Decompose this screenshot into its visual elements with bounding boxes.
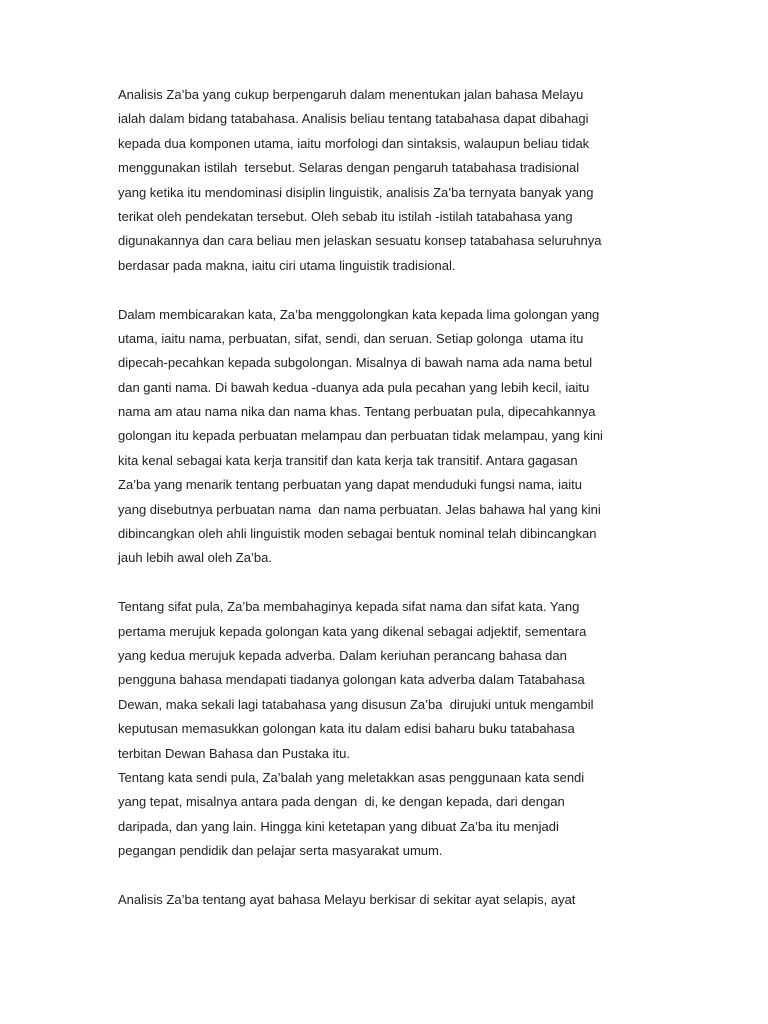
text-line: pengguna bahasa mendapati tiadanya golongan kata adverba dalam Tatabahasa bbox=[118, 672, 585, 688]
text-line: nama am atau nama nika dan nama khas. Tentang perbuatan pula, dipecahkannya bbox=[118, 404, 596, 420]
paragraph-gap bbox=[118, 571, 678, 595]
text-line: keputusan memasukkan golongan kata itu dalam edisi baharu buku tatabahasa bbox=[118, 721, 575, 737]
text-line: jauh lebih awal oleh Za’ba. bbox=[118, 550, 272, 566]
paragraph-4 bbox=[118, 888, 678, 912]
text-line: terbitan Dewan Bahasa dan Pustaka itu. bbox=[118, 745, 350, 761]
text-line: pegangan pendidik dan pelajar serta masyarakat umum. bbox=[118, 843, 443, 859]
text-line: dipecah-pecahkan kepada subgolongan. Misalnya di bawah nama ada nama betul bbox=[118, 355, 593, 371]
text-line: daripada, dan yang lain. Hingga kini ketetapan yang dibuat Za’ba itu menjadi bbox=[118, 818, 559, 834]
text-line: ialah dalam bidang tatabahasa. Analisis beliau tentang tatabahasa dapat dibahagi bbox=[118, 111, 589, 127]
text-line: golongan itu kepada perbuatan melampau dan perbuatan tidak melampau, yang kini bbox=[118, 428, 603, 444]
paragraph-1 bbox=[118, 83, 678, 278]
text-line: Tentang kata sendi pula, Za’balah yang meletakkan asas penggunaan kata sendi bbox=[118, 769, 585, 785]
text-line: yang ketika itu mendominasi disiplin linguistik, analisis Za’ba ternyata banyak yang bbox=[118, 184, 594, 200]
text-line: Dewan, maka sekali lagi tatabahasa yang disusun Za’ba dirujuki untuk mengambil bbox=[118, 696, 594, 712]
text-line: Tentang sifat pula, Za’ba membahaginya kepada sifat nama dan sifat kata. Yang bbox=[118, 599, 580, 615]
text-line: kita kenal sebagai kata kerja transitif dan kata kerja tak transitif. Antara gagasan bbox=[118, 452, 578, 468]
paragraph-3 bbox=[118, 595, 678, 863]
text-line: yang tepat, misalnya antara pada dengan di, ke dengan kepada, dari dengan bbox=[118, 794, 565, 810]
text-line: terikat oleh pendekatan tersebut. Oleh sebab itu istilah -istilah tatabahasa yang bbox=[118, 208, 573, 224]
text-line: Dalam membicarakan kata, Za’ba menggolongkan kata kepada lima golongan yang bbox=[118, 306, 600, 322]
text-line: Za’ba yang menarik tentang perbuatan yang dapat menduduki fungsi nama, iaitu bbox=[118, 477, 582, 493]
paragraph-gap bbox=[118, 864, 678, 888]
text-line: dibincangkan oleh ahli linguistik moden sebagai bentuk nominal telah dibincangkan bbox=[118, 526, 597, 542]
document-body bbox=[118, 83, 678, 912]
text-line: kepada dua komponen utama, iaitu morfologi dan sintaksis, walaupun beliau tidak bbox=[118, 135, 590, 151]
text-line: dan ganti nama. Di bawah kedua -duanya ada pula pecahan yang lebih kecil, iaitu bbox=[118, 379, 590, 395]
text-line: pertama merujuk kepada golongan kata yang dikenal sebagai adjektif, sementara bbox=[118, 623, 587, 639]
text-line: Analisis Za’ba tentang ayat bahasa Melayu berkisar di sekitar ayat selapis, ayat bbox=[118, 891, 576, 907]
text-line: Analisis Za’ba yang cukup berpengaruh dalam menentukan jalan bahasa Melayu bbox=[118, 87, 584, 102]
paragraph-gap bbox=[118, 278, 678, 302]
text-line: yang kedua merujuk kepada adverba. Dalam keriuhan perancang bahasa dan bbox=[118, 647, 567, 663]
text-line: digunakannya dan cara beliau men jelaskan sesuatu konsep tatabahasa seluruhnya bbox=[118, 233, 602, 249]
text-line: berdasar pada makna, iaitu ciri utama linguistik tradisional. bbox=[118, 257, 456, 273]
text-line: utama, iaitu nama, perbuatan, sifat, sendi, dan seruan. Setiap golonga utama itu bbox=[118, 330, 584, 346]
text-line: menggunakan istilah tersebut. Selaras dengan pengaruh tatabahasa tradisional bbox=[118, 160, 580, 176]
text-line: yang disebutnya perbuatan nama dan nama perbuatan. Jelas bahawa hal yang kini bbox=[118, 501, 601, 517]
paragraph-2 bbox=[118, 303, 678, 571]
